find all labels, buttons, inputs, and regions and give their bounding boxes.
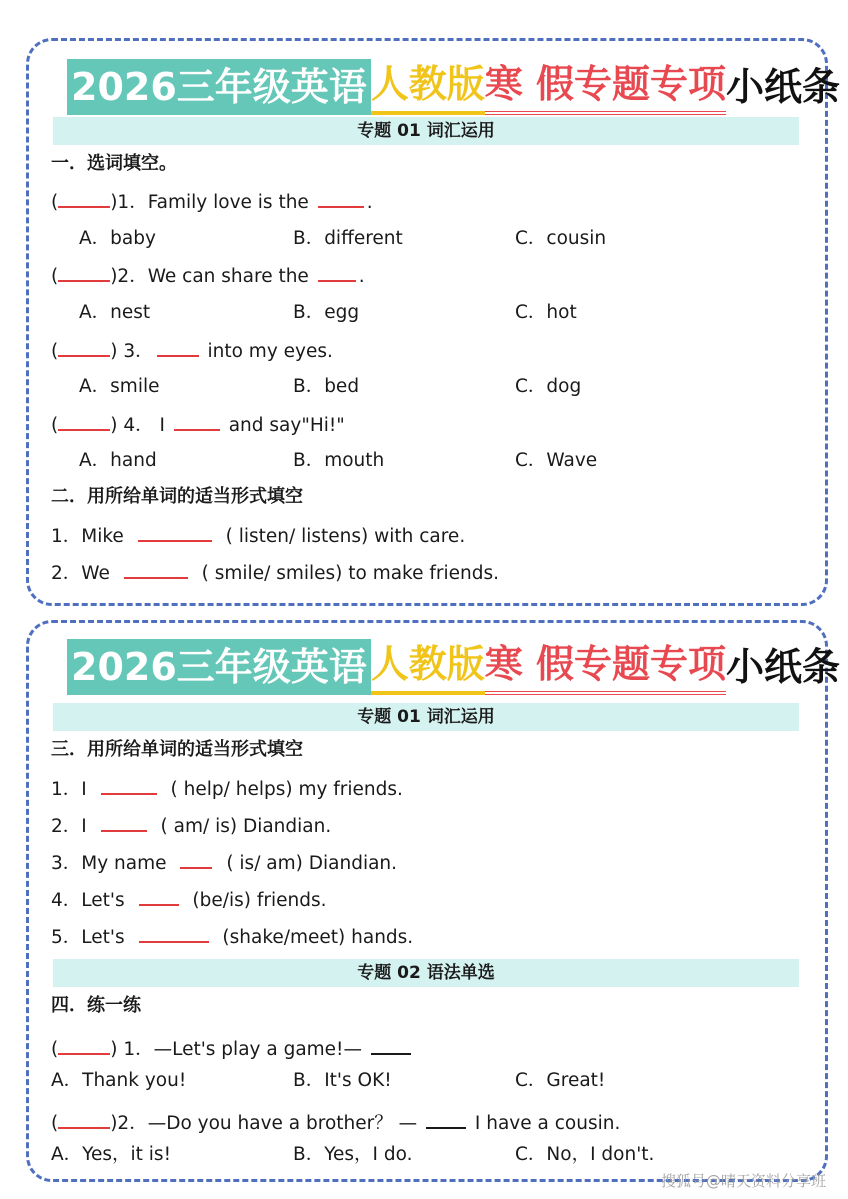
fill-item-1: 1．I ( help/ helps) my friends. bbox=[51, 775, 811, 801]
card-title bbox=[67, 639, 841, 695]
section-heading: 二．用所给单词的适当形式填空 bbox=[51, 486, 303, 507]
answer-blank[interactable] bbox=[58, 188, 110, 208]
options-4 bbox=[51, 448, 811, 474]
fill-blank[interactable] bbox=[426, 1109, 466, 1129]
question-3: ( ) 3． into my eyes. bbox=[51, 337, 811, 363]
answer-blank[interactable] bbox=[58, 1035, 110, 1055]
question-4: ( ) 4． I and say"Hi!" bbox=[51, 411, 811, 437]
title-part-note: 小纸条 bbox=[726, 65, 841, 109]
fill-blank[interactable] bbox=[101, 775, 157, 795]
option-a[interactable]: A．Thank you! bbox=[51, 1070, 187, 1091]
title-part-year-grade: 2026三年级英语 bbox=[67, 639, 371, 695]
option-b[interactable]: B．bed bbox=[293, 376, 360, 397]
option-a[interactable]: A．hand bbox=[79, 450, 157, 471]
option-c[interactable]: C．dog bbox=[515, 376, 582, 397]
question-2: ( )2．We can share the . bbox=[51, 262, 811, 288]
answer-blank[interactable] bbox=[58, 411, 110, 431]
option-a[interactable]: A．nest bbox=[79, 302, 151, 323]
fill-blank[interactable] bbox=[139, 923, 209, 943]
options-2 bbox=[51, 300, 811, 326]
topic-band: 专题 01 词汇运用 bbox=[53, 117, 799, 145]
option-c[interactable]: C．hot bbox=[515, 302, 577, 323]
worksheet-card-1 bbox=[26, 38, 841, 606]
fill-blank[interactable] bbox=[157, 337, 199, 357]
fill-item-3: 3．My name ( is/ am) Diandian. bbox=[51, 849, 811, 875]
fill-blank[interactable] bbox=[124, 559, 188, 579]
grammar-question-2: ( )2．—Do you have a brother？ — I have a cousin. bbox=[51, 1109, 811, 1135]
topic-band: 专题 02 语法单选 bbox=[53, 959, 799, 987]
option-b[interactable]: B．egg bbox=[293, 302, 360, 323]
option-b[interactable]: B．mouth bbox=[293, 450, 385, 471]
title-part-topic: 寒 假专题专项 bbox=[485, 59, 726, 115]
section-heading: 三．用所给单词的适当形式填空 bbox=[51, 739, 303, 760]
section-heading: 一．选词填空。 bbox=[51, 153, 177, 174]
fill-blank[interactable] bbox=[180, 849, 212, 869]
grammar-options-2 bbox=[51, 1142, 811, 1168]
watermark: 搜狐号@晴天资料分享班 bbox=[660, 1172, 826, 1190]
fill-blank[interactable] bbox=[101, 812, 147, 832]
option-c[interactable]: C．cousin bbox=[515, 228, 607, 249]
topic-band: 专题 01 词汇运用 bbox=[53, 703, 799, 731]
fill-item-4: 4．Let's (be/is) friends. bbox=[51, 886, 811, 912]
option-c[interactable]: C．Wave bbox=[515, 450, 598, 471]
fill-item-1: 1．Mike ( listen/ listens) with care. bbox=[51, 522, 811, 548]
grammar-question-1: ( ) 1．—Let's play a game!— bbox=[51, 1035, 811, 1061]
option-a[interactable]: A．Yes，it is! bbox=[51, 1144, 171, 1165]
option-b[interactable]: B．different bbox=[293, 228, 403, 249]
title-part-note: 小纸条 bbox=[726, 645, 841, 689]
fill-blank[interactable] bbox=[318, 188, 364, 208]
grammar-options-1 bbox=[51, 1068, 811, 1094]
options-1 bbox=[51, 226, 811, 252]
answer-blank[interactable] bbox=[58, 337, 110, 357]
option-b[interactable]: B．Yes，I do. bbox=[293, 1144, 413, 1165]
fill-blank[interactable] bbox=[371, 1035, 411, 1055]
option-a[interactable]: A．baby bbox=[79, 228, 156, 249]
fill-item-2: 2．We ( smile/ smiles) to make friends. bbox=[51, 559, 811, 585]
option-c[interactable]: C．Great! bbox=[515, 1070, 606, 1091]
section-heading: 四．练一练 bbox=[51, 995, 141, 1016]
title-part-topic: 寒 假专题专项 bbox=[485, 639, 726, 695]
options-3 bbox=[51, 374, 811, 400]
option-b[interactable]: B．It's OK! bbox=[293, 1070, 392, 1091]
fill-blank[interactable] bbox=[138, 522, 212, 542]
question-1: ( )1．Family love is the . bbox=[51, 188, 811, 214]
title-part-edition: 人教版 bbox=[371, 59, 485, 115]
fill-blank[interactable] bbox=[139, 886, 179, 906]
fill-blank[interactable] bbox=[318, 262, 356, 282]
option-c[interactable]: C．No，I don't. bbox=[515, 1144, 655, 1165]
title-part-edition: 人教版 bbox=[371, 639, 485, 695]
answer-blank[interactable] bbox=[58, 262, 110, 282]
worksheet-card-2 bbox=[26, 620, 841, 1182]
answer-blank[interactable] bbox=[58, 1109, 110, 1129]
option-a[interactable]: A．smile bbox=[79, 376, 160, 397]
fill-item-5: 5．Let's (shake/meet) hands. bbox=[51, 923, 811, 949]
fill-blank[interactable] bbox=[174, 411, 220, 431]
card-title bbox=[67, 59, 841, 115]
title-part-year-grade: 2026三年级英语 bbox=[67, 59, 371, 115]
fill-item-2: 2．I ( am/ is) Diandian. bbox=[51, 812, 811, 838]
